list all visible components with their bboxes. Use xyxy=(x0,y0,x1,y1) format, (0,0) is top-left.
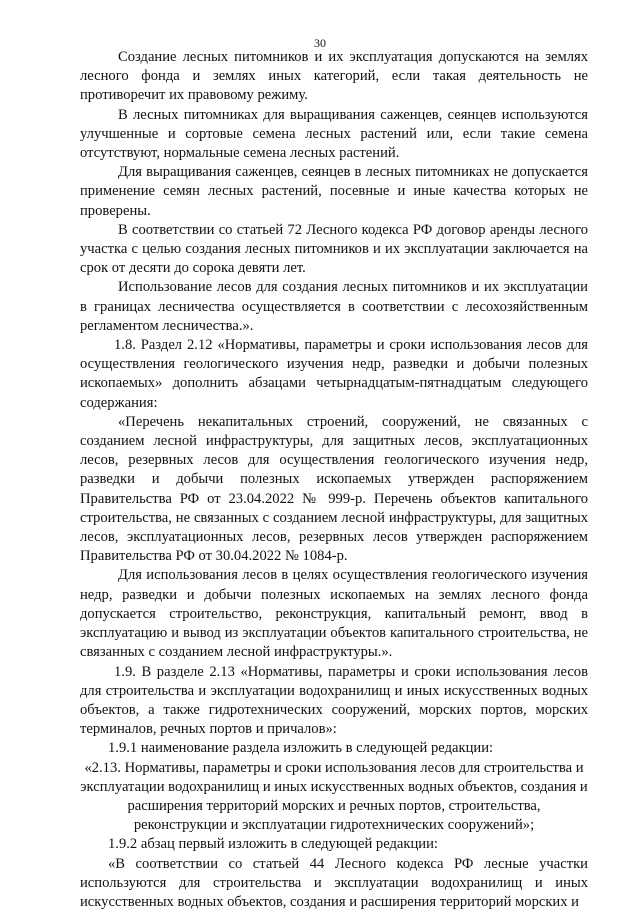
clause-1-9-1: 1.9.1 наименование раздела изложить в следующей редакции: xyxy=(108,740,494,757)
document-body xyxy=(80,48,588,912)
page-number: 30 xyxy=(314,36,326,50)
paragraph: Использование лесов для создания лесных питомников и их эксплуатации в границах лесничества осуществляется в соответствии с лесохозяйственным регламентом лесничества.». xyxy=(80,279,588,334)
paragraph: Для выращивания саженцев, сеянцев в лесных питомниках не допускается применение семян лесных растений, посевные и иные качества которых не проверены. xyxy=(80,164,588,219)
paragraph: В лесных питомниках для выращивания саженцев, сеянцев используются улучшенные и сортовые семена лесных растений или, если такие семена отсутствуют, нормальные семена лесных растений. xyxy=(80,106,588,162)
paragraph: В соответствии со статьей 72 Лесного кодекса РФ договор аренды лесного участка с целью создания лесных питомников и их эксплуатации заключается на срок от десяти до сорока девяти лет. xyxy=(80,221,588,277)
paragraph: Создание лесных питомников и их эксплуатация допускаются на землях лесного фонда и землях иных категорий, если такая деятельность не противоречит их правовому режиму. xyxy=(80,49,588,104)
paragraph: Для использования лесов в целях осуществления геологического изучения недр, разведки и добычи полезных ископаемых на землях лесного фонда допускается строительство, реконструкция, капитальный ремонт, ввод в эксплуатацию и вывод из эксплуатации объектов капитального строительства, не связанных с созданием лесной инфраструктуры.». xyxy=(80,567,588,661)
clause-1-9-2: 1.9.2 абзац первый изложить в следующей редакции: xyxy=(108,836,438,853)
quoted-paragraph: «Перечень некапитальных строений, сооружений, не связанных с созданием лесной инфраструктуры, для защитных лесов, эксплуатационных лесов, резервных лесов для осуществления геологического изучения недр, разведки и добычи полезных ископаемых утвержден распоряжением Правительства РФ от 23.04.2022 № 999-р. Перечень объектов капитального строительства, не связанных с созданием лесной инфраструктуры, для защитных лесов, эксплуатационных лесов, резервных лесов утвержден распоряжением Правительства РФ от 30.04.2022 № 1084-р. xyxy=(80,413,588,565)
quoted-paragraph: «В соответствии со статьей 44 Лесного кодекса РФ лесные участки используются для строительства и эксплуатации водохранилищ и иных искусственных водных объектов, создания и расширения территорий морских и xyxy=(80,855,588,910)
clause-1-8: 1.8. Раздел 2.12 «Нормативы, параметры и сроки использования лесов для осуществления геологического изучения недр, разведки и добычи полезных ископаемых» дополнить абзацами четырнадцатым-пятнадцатым следующего содержания: xyxy=(80,337,588,411)
clause-1-9: 1.9. В разделе 2.13 «Нормативы, параметры и сроки использования лесов для строительства и эксплуатации водохранилищ и иных искусственных водных объектов, а также гидротехнических сооружений, морских портов, морских терминалов, речных портов и причалов»: xyxy=(80,663,588,738)
section-title-quote: «2.13. Нормативы, параметры и сроки использования лесов для строительства и эксплуатации водохранилищ и иных искусственных водных объектов, создания и расширения территорий морских и речных портов, строительства, реконструкции и эксплуатации гидротехнических сооружений»; xyxy=(80,759,588,834)
